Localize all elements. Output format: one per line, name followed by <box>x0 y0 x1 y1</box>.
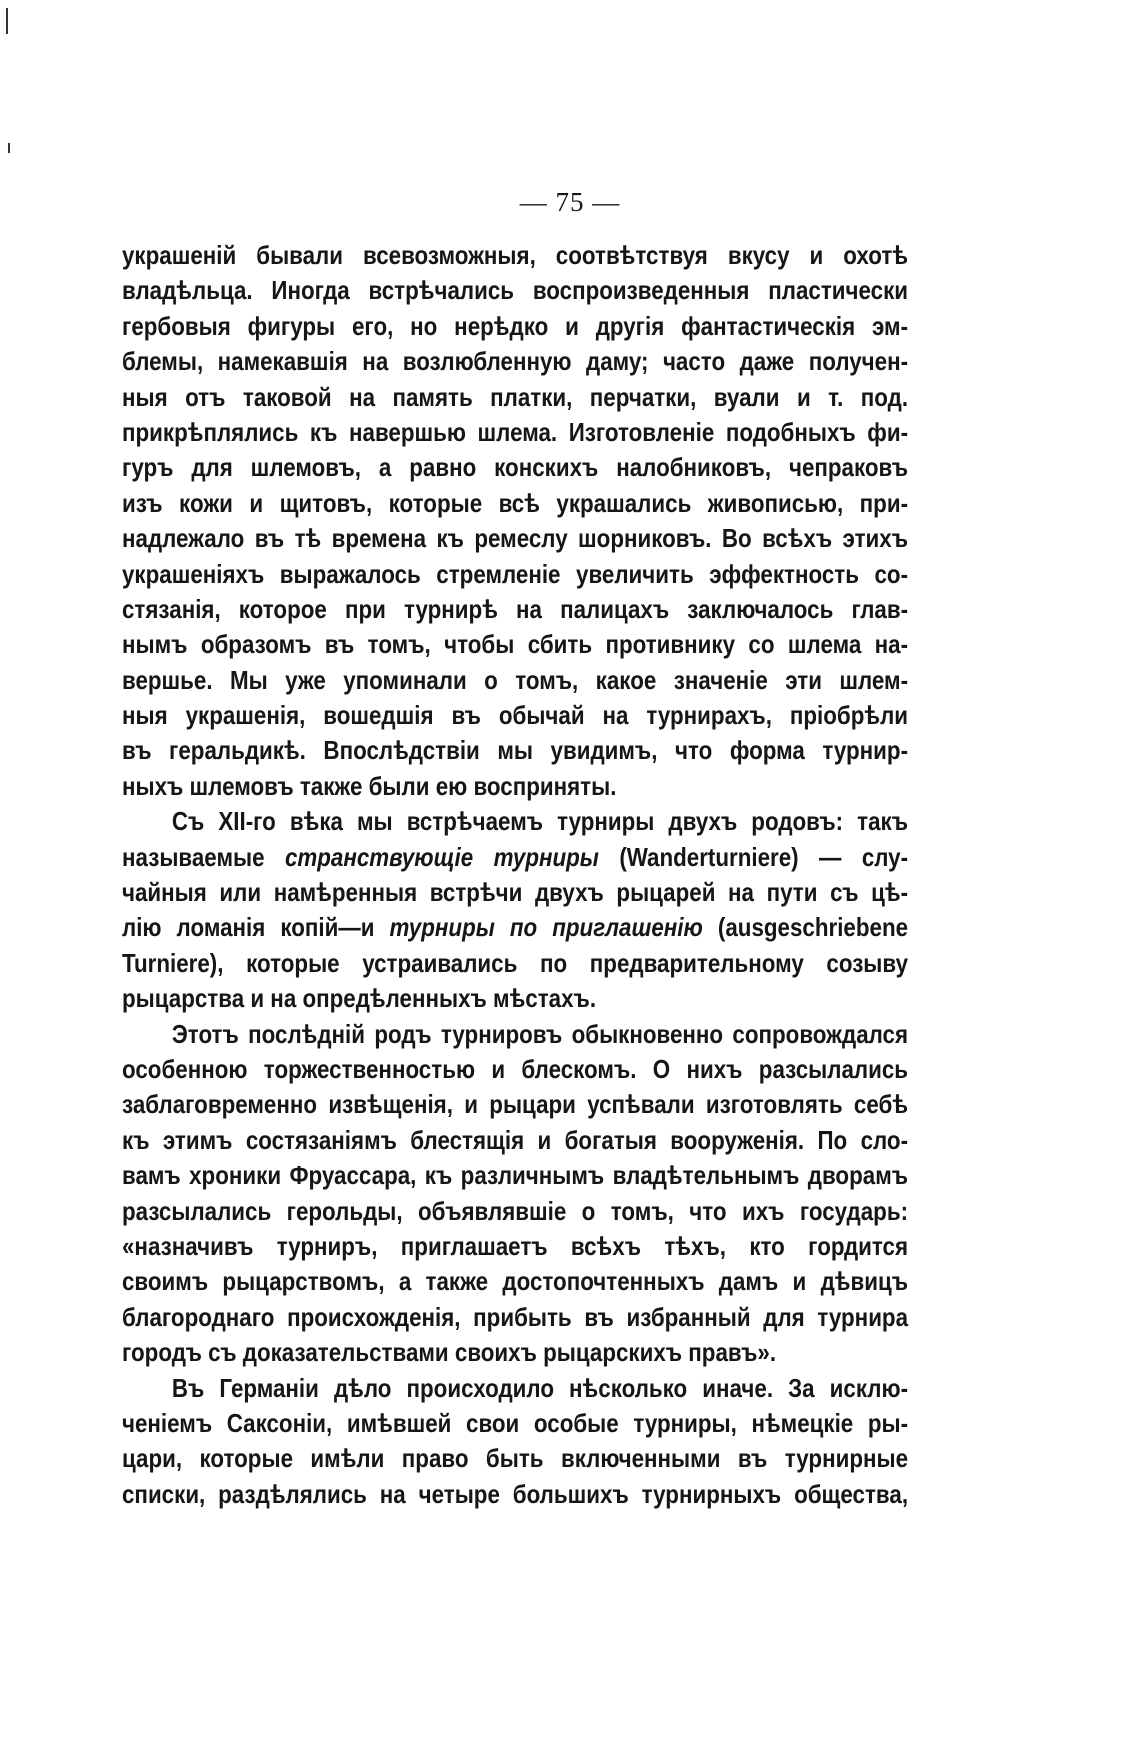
text-segment: ныя отъ таковой на память платки, перчатки, вуали и т. под. <box>122 381 909 412</box>
text-segment: разсылались герольды, объявлявшіе о томъ, что ихъ государь: <box>122 1195 909 1226</box>
text-segment: украшеніяхъ выражалось стремленіе увеличить эффектность со- <box>122 558 909 589</box>
text-segment: Въ Германіи дѣло происходило нѣсколько иначе. За исклю- <box>171 1372 909 1403</box>
text-segment: ченіемъ Саксоніи, имѣвшей свои особые турниры, нѣмецкіе ры- <box>122 1407 909 1438</box>
text-segment: блемы, намекавшія на возлюбленную даму; часто даже получен- <box>122 346 909 377</box>
text-segment: изъ кожи и щитовъ, которые всѣ украшались живописью, при- <box>122 487 909 518</box>
text-line <box>122 910 908 945</box>
text-line <box>122 1477 908 1512</box>
text-line <box>122 1335 908 1370</box>
text-segment: цари, которые имѣли право быть включенными въ турнирные <box>122 1443 909 1474</box>
page-number: — 75 — <box>519 187 621 217</box>
text-line <box>122 981 908 1016</box>
text-segment: нымъ образомъ въ томъ, чтобы сбить противнику со шлема на- <box>122 629 909 660</box>
text-segment: гербовыя фигуры его, но нерѣдко и другія фантастическія эм- <box>122 310 909 341</box>
text-segment: «назначивъ турниръ, приглашаетъ всѣхъ тѣхъ, кто гордится <box>122 1230 909 1261</box>
text-segment: Этотъ послѣдній родъ турнировъ обыкновенно сопровождался <box>171 1018 909 1049</box>
text-segment: надлежало въ тѣ времена къ ремеслу шорниковъ. Во всѣхъ этихъ <box>122 523 909 554</box>
text-segment: ныя украшенія, вошедшія въ обычай на турнирахъ, пріобрѣли <box>122 700 909 731</box>
text-line <box>122 380 908 415</box>
text-line <box>122 486 908 521</box>
text-line <box>122 804 908 839</box>
text-line <box>122 309 908 344</box>
text-segment: прикрѣплялись къ навершью шлема. Изготовленіе подобныхъ фи- <box>122 416 909 447</box>
text-segment: (ausgeschriebene <box>702 912 909 943</box>
text-line <box>122 1264 908 1299</box>
text-line <box>122 1441 908 1476</box>
text-line <box>122 1158 908 1193</box>
text-line <box>122 1017 908 1052</box>
text-segment: Turniere), которые устраивались по предварительному созыву <box>122 947 909 978</box>
text-line <box>122 1371 908 1406</box>
text-segment: благороднаго происхожденія, прибыть въ избранный для турнира <box>122 1301 909 1332</box>
text-line <box>122 557 908 592</box>
italic-term: странствующіе турниры <box>284 841 599 872</box>
text-line <box>122 627 908 662</box>
text-line <box>122 840 908 875</box>
text-line <box>122 1123 908 1158</box>
text-segment: лію ломанія копій—и <box>122 912 390 943</box>
text-line <box>122 663 908 698</box>
text-line <box>122 1194 908 1229</box>
text-line <box>122 344 908 379</box>
text-line <box>122 1406 908 1441</box>
text-segment: Съ XII-го вѣка мы встрѣчаемъ турниры двухъ родовъ: такъ <box>171 806 909 837</box>
body-text <box>122 238 908 1512</box>
text-segment: въ геральдикѣ. Впослѣдствіи мы увидимъ, что форма турнир- <box>122 735 909 766</box>
text-line <box>122 698 908 733</box>
text-segment: ныхъ шлемовъ также были ею восприняты. <box>122 770 617 801</box>
text-line <box>122 875 908 910</box>
text-line <box>122 521 908 556</box>
text-segment: чайныя или намѣренныя встрѣчи двухъ рыцарей на пути съ цѣ- <box>122 877 909 908</box>
text-line <box>122 1300 908 1335</box>
text-line <box>122 769 908 804</box>
scan-edge-mark <box>6 8 8 34</box>
text-segment: вамъ хроники Фруассара, къ различнымъ владѣтельнымъ дворамъ <box>122 1160 909 1191</box>
scan-edge-mark <box>8 143 10 153</box>
text-segment: особенною торжественностью и блескомъ. О нихъ разсылались <box>122 1053 909 1084</box>
text-line <box>122 238 908 273</box>
text-segment: вершье. Мы уже упоминали о томъ, какое значеніе эти шлем- <box>122 664 909 695</box>
text-segment: стязанія, которое при турнирѣ на палицахъ заключалось глав- <box>122 593 909 624</box>
text-segment: городъ съ доказательствами своихъ рыцарскихъ правъ». <box>122 1337 777 1368</box>
text-segment: списки, раздѣлялись на четыре большихъ турнирныхъ общества, <box>122 1478 909 1509</box>
text-line <box>122 1052 908 1087</box>
text-segment: гуръ для шлемовъ, а равно конскихъ налобниковъ, чепраковъ <box>122 452 909 483</box>
text-segment: къ этимъ состязаніямъ блестящія и богатыя вооруженія. По сло- <box>122 1124 909 1155</box>
text-line <box>122 273 908 308</box>
text-line <box>122 733 908 768</box>
text-segment: (Wanderturniere) — слу- <box>598 841 909 872</box>
text-line <box>122 450 908 485</box>
text-segment: владѣльца. Иногда встрѣчались воспроизведенныя пластически <box>122 275 909 306</box>
text-line <box>122 592 908 627</box>
text-segment: своимъ рыцарствомъ, а также достопочтенныхъ дамъ и дѣвицъ <box>122 1266 909 1297</box>
text-line <box>122 415 908 450</box>
text-line <box>122 946 908 981</box>
text-segment: заблаговременно извѣщенія, и рыцари успѣвали изготовлять себѣ <box>122 1089 909 1120</box>
text-line <box>122 1229 908 1264</box>
italic-term: турниры по приглашенію <box>389 912 703 943</box>
text-line <box>122 1087 908 1122</box>
text-segment: украшеній бывали всевозможныя, соотвѣтствуя вкусу и охотѣ <box>122 240 909 270</box>
text-segment: рыцарства и на опредѣленныхъ мѣстахъ. <box>122 983 597 1014</box>
text-segment: называемые <box>122 841 285 872</box>
